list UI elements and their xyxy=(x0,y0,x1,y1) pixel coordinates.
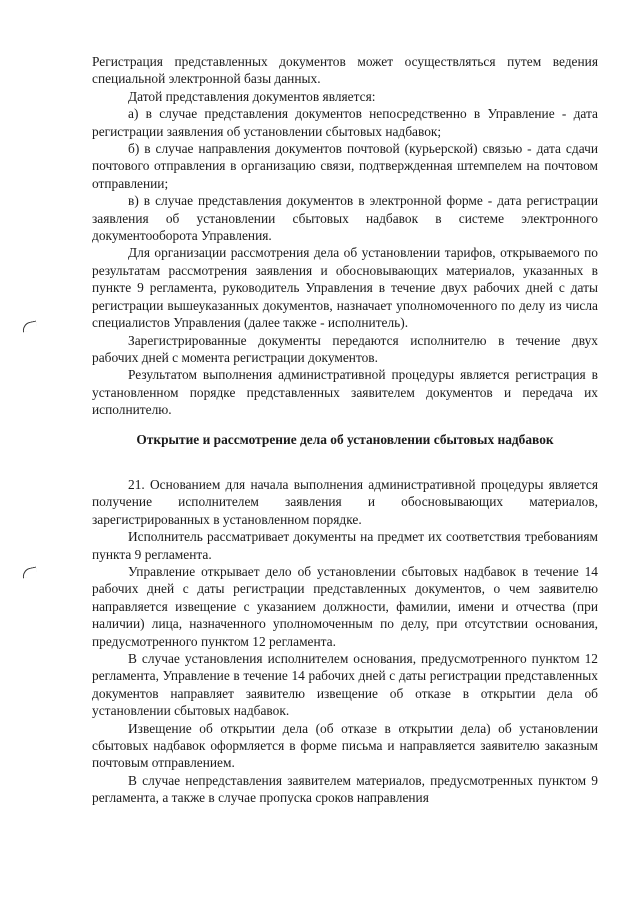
margin-punch-mark-top xyxy=(21,321,38,333)
paragraph: В случае непредставления заявителем материалов, предусмотренных пунктом 9 регламента, а также в случае пропуска сроков направления xyxy=(92,772,598,806)
paragraph: 21. Основанием для начала выполнения административной процедуры является получение исполнителем заявления и обосновывающих материалов, зарегистрированных в установленном порядке. xyxy=(92,476,598,527)
paragraph: а) в случае представления документов непосредственно в Управление - дата регистрации заявления об установлении сбытовых надбавок; xyxy=(92,106,598,139)
paragraph: Исполнитель рассматривает документы на предмет их соответствия требованиям пункта 9 регламента. xyxy=(92,529,598,562)
section-heading: Открытие и рассмотрение дела об установлении сбытовых надбавок xyxy=(136,431,554,447)
paragraph: в) в случае представления документов в электронной форме - дата регистрации заявления об установлении сбытовых надбавок в системе электронного документооборота Управления. xyxy=(92,193,598,244)
paragraph: Датой представления документов является: xyxy=(128,88,376,104)
paragraph: Зарегистрированные документы передаются исполнителю в течение двух рабочих дней с момента регистрации документов. xyxy=(92,332,598,365)
paragraph: б) в случае направления документов почтовой (курьерской) связью - дата сдачи почтового отправления в организацию связи, подтвержденная штемпелем на почтовом отправлении; xyxy=(92,141,598,191)
paragraph: Регистрация представленных документов может осуществляться путем ведения специальной электронной базы данных. xyxy=(92,54,598,87)
margin-punch-mark-bottom xyxy=(21,567,38,579)
paragraph: Извещение об открытии дела (об отказе в открытии дела) об установлении сбытовых надбавок оформляется в форме письма и направляется заявителю заказным почтовым отправлением. xyxy=(92,720,598,771)
paragraph: В случае установления исполнителем основания, предусмотренного пунктом 12 регламента, Управление в течение 14 рабочих дней с даты регистрации представленных документов направляет заявителю извещение об отказе в открытии дела об установлении сбытовых надбавок. xyxy=(92,651,598,719)
paragraph: Для организации рассмотрения дела об установлении тарифов, открываемого по результатам рассмотрения заявления и обосновывающих материалов, указанных в пункте 9 регламента, руководитель Управления в течение двух рабочих дней с даты регистрации вышеуказанных документов, назначает уполномоченного по делу из числа специалистов Управления (далее также - исполнитель). xyxy=(92,245,598,331)
paragraph: Управление открывает дело об установлении сбытовых надбавок в течение 14 рабочих дней с даты регистрации представленных документов, о чем заявителю направляется извещение с указанием должности, фамилии, имени и отчества (при наличии) лица, назначенного уполномоченным по делу, при отсутствии основания, предусмотренного пунктом 12 регламента. xyxy=(92,563,598,649)
document-page xyxy=(92,53,598,807)
paragraph: Результатом выполнения административной процедуры является регистрация в установленном порядке представленных заявителем документов и передача их исполнителю. xyxy=(92,367,598,418)
